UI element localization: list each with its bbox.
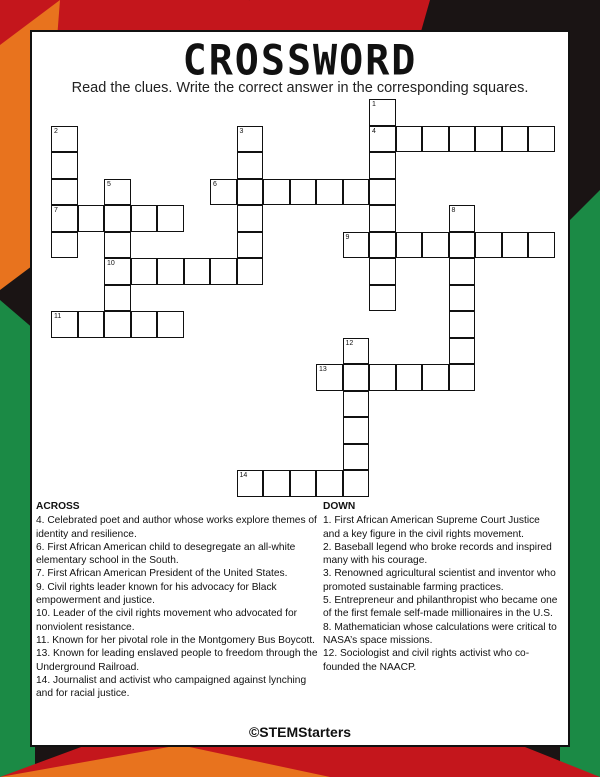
crossword-cell[interactable] — [51, 311, 78, 338]
crossword-cell[interactable] — [502, 126, 529, 153]
across-heading: ACROSS — [36, 501, 80, 512]
across-clue: 9. Civil rights leader known for his advocacy for Black empowerment and justice. — [36, 581, 277, 607]
crossword-cell[interactable] — [449, 338, 476, 365]
down-clue: 1. First African American Supreme Court Justice and a key figure in the civil rights movement. — [323, 515, 540, 540]
crossword-cell[interactable] — [369, 99, 396, 126]
copyright-credit: ©STEMStarters — [248, 724, 352, 740]
clue-number: 5 — [107, 180, 111, 188]
crossword-cell[interactable] — [104, 232, 131, 259]
crossword-cell[interactable] — [528, 126, 555, 153]
down-heading: DOWN — [323, 501, 356, 512]
crossword-cell[interactable] — [131, 258, 158, 285]
crossword-cell[interactable] — [369, 232, 396, 259]
across-clue: 6. First African American child to desegregate an all-white elementary school in the South. — [36, 541, 296, 567]
crossword-cell[interactable] — [369, 179, 396, 206]
clue-number: 13 — [319, 366, 327, 373]
down-clue: 2. Baseball legend who broke records and inspired many with his courage. — [323, 541, 552, 567]
crossword-cell[interactable] — [210, 179, 237, 206]
crossword-cell[interactable] — [396, 364, 423, 391]
clue-number: 10 — [107, 260, 115, 267]
crossword-cell[interactable] — [131, 311, 158, 338]
crossword-cell[interactable] — [449, 285, 476, 312]
crossword-cell[interactable] — [157, 205, 184, 232]
clue-number: 4 — [372, 127, 376, 135]
crossword-cell[interactable] — [343, 338, 370, 365]
crossword-cell[interactable] — [343, 444, 370, 471]
crossword-cell[interactable] — [78, 311, 105, 338]
crossword-cell[interactable] — [210, 258, 237, 285]
crossword-cell[interactable] — [343, 391, 370, 418]
crossword-cell[interactable] — [104, 258, 131, 285]
clue-number: 1 — [372, 101, 376, 108]
clue-number: 7 — [54, 207, 58, 214]
crossword-cell[interactable] — [316, 364, 343, 391]
crossword-cell[interactable] — [502, 232, 529, 259]
crossword-cell[interactable] — [369, 258, 396, 285]
across-clue: 4. Celebrated poet and author whose works explore themes of identity and resilience. — [36, 515, 317, 540]
down-clue: 5. Entrepreneur and philanthropist who became one of the first female self-made millionaires in the U.S. — [323, 595, 558, 620]
crossword-cell[interactable] — [369, 285, 396, 312]
down-clue: 12. Sociologist and civil rights activist who co-founded the NAACP. — [323, 648, 530, 673]
across-clue: 10. Leader of the civil rights movement who advocated for nonviolent resistance. — [36, 608, 298, 633]
crossword-cell[interactable] — [104, 285, 131, 312]
crossword-cell[interactable] — [237, 232, 264, 259]
crossword-cell[interactable] — [449, 205, 476, 232]
crossword-cell[interactable] — [237, 258, 264, 285]
crossword-cell[interactable] — [104, 311, 131, 338]
crossword-cell[interactable] — [51, 152, 78, 179]
clue-number: 12 — [345, 339, 354, 347]
crossword-cell[interactable] — [422, 126, 449, 153]
crossword-cell[interactable] — [396, 126, 423, 153]
clue-number: 2 — [54, 127, 58, 135]
crossword-cell[interactable] — [369, 205, 396, 232]
crossword-cell[interactable] — [449, 126, 476, 153]
crossword-cell[interactable] — [104, 179, 131, 206]
crossword-cell[interactable] — [237, 470, 264, 497]
crossword-cell[interactable] — [449, 364, 476, 391]
crossword-cell[interactable] — [343, 179, 370, 206]
clue-number: 6 — [213, 180, 217, 188]
down-clue: 3. Renowned agricultural scientist and inventor who promoted sustainable farming practices. — [323, 568, 556, 593]
crossword-cell[interactable] — [369, 364, 396, 391]
crossword-cell[interactable] — [290, 470, 317, 497]
crossword-cell[interactable] — [157, 258, 184, 285]
crossword-cell[interactable] — [528, 232, 555, 259]
crossword-cell[interactable] — [449, 311, 476, 338]
crossword-cell[interactable] — [422, 232, 449, 259]
clue-number: 11 — [54, 313, 62, 320]
crossword-cell[interactable] — [343, 364, 370, 391]
crossword-cell[interactable] — [369, 126, 396, 153]
crossword-cell[interactable] — [475, 126, 502, 153]
crossword-cell[interactable] — [131, 205, 158, 232]
crossword-cell[interactable] — [449, 258, 476, 285]
crossword-cell[interactable] — [422, 364, 449, 391]
across-clues — [36, 500, 319, 700]
across-clue: 11. Known for her pivotal role in the Montgomery Bus Boycott. — [36, 634, 315, 646]
down-clues — [323, 500, 559, 674]
crossword-cell[interactable] — [78, 205, 105, 232]
clue-number: 3 — [239, 127, 244, 135]
crossword-cell[interactable] — [157, 311, 184, 338]
crossword-cell[interactable] — [343, 232, 370, 259]
crossword-cell[interactable] — [290, 179, 317, 206]
crossword-cell[interactable] — [104, 205, 131, 232]
crossword-cell[interactable] — [237, 152, 264, 179]
instructions-text: Read the clues. Write the correct answer in the corresponding squares. — [71, 80, 529, 96]
crossword-cell[interactable] — [475, 232, 502, 259]
crossword-cell[interactable] — [316, 470, 343, 497]
crossword-cell[interactable] — [449, 232, 476, 259]
crossword-cell[interactable] — [369, 152, 396, 179]
crossword-cell[interactable] — [184, 258, 211, 285]
crossword-cell[interactable] — [237, 179, 264, 206]
crossword-cell[interactable] — [51, 179, 78, 206]
across-clue: 7. First African American President of the United States. — [36, 568, 288, 580]
across-clue: 14. Journalist and activist who campaigned against lynching and for racial justice. — [36, 674, 307, 700]
crossword-cell[interactable] — [263, 470, 290, 497]
crossword-cell[interactable] — [51, 232, 78, 259]
clue-number: 14 — [239, 472, 248, 479]
crossword-cell[interactable] — [316, 179, 343, 206]
crossword-cell[interactable] — [343, 417, 370, 444]
across-clue: 13. Known for leading enslaved people to freedom through the Underground Railroad. — [36, 648, 318, 673]
crossword-cell[interactable] — [263, 179, 290, 206]
clue-number: 9 — [345, 233, 350, 241]
clue-number: 8 — [451, 207, 456, 214]
crossword-cell[interactable] — [396, 232, 423, 259]
crossword-cell[interactable] — [343, 470, 370, 497]
crossword-cell[interactable] — [237, 205, 264, 232]
crossword-cell[interactable] — [51, 126, 78, 153]
crossword-cell[interactable] — [237, 126, 264, 153]
page-title: CROSSWORD — [182, 36, 418, 86]
down-clue: 8. Mathematician whose calculations were critical to NASA’s space missions. — [323, 621, 557, 646]
crossword-cell[interactable] — [51, 205, 78, 232]
